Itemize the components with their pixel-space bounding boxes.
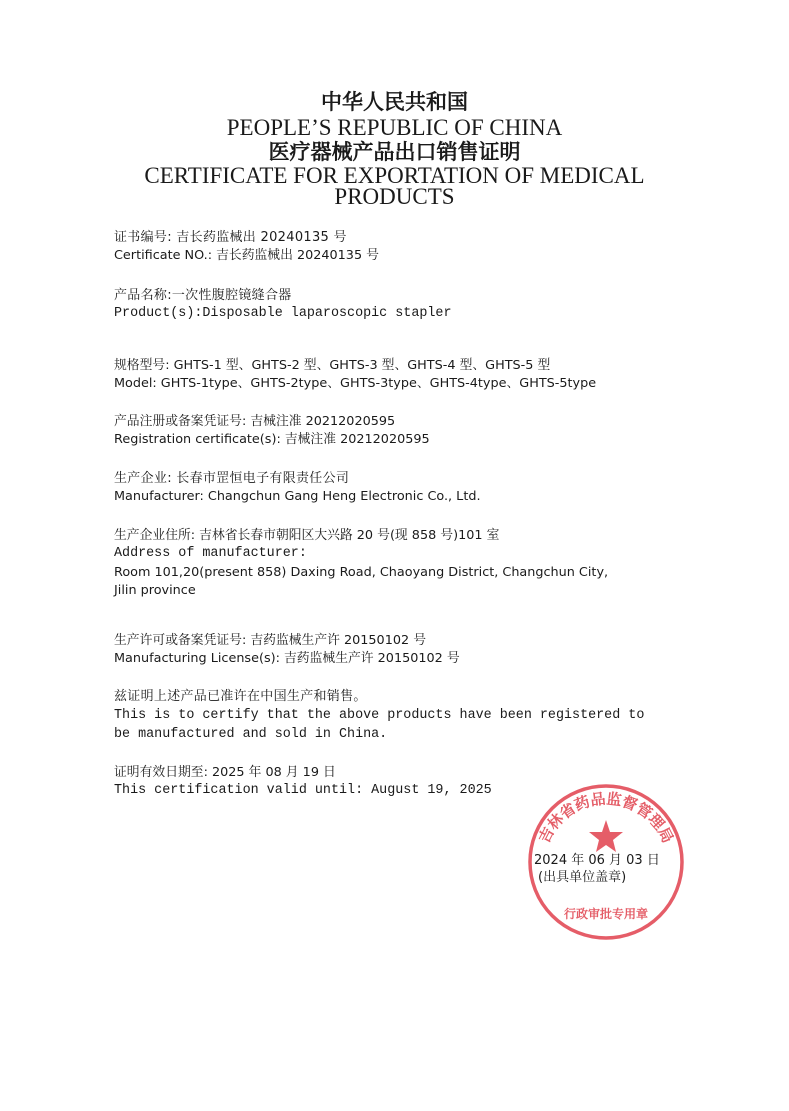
issue-area: [534, 852, 660, 886]
manufacturer-en: Manufacturer: Changchun Gang Heng Electronic Co., Ltd.: [114, 489, 481, 504]
seal-bottom-text: 行政审批专用章: [563, 907, 649, 921]
registration-cn: 产品注册或备案凭证号: 吉械注准 20212020595: [114, 414, 396, 429]
document-title-en-line1: CERTIFICATE FOR EXPORTATION OF MEDICAL: [144, 163, 645, 188]
validity-cn: 证明有效日期至: 2025 年 08 月 19 日: [114, 765, 336, 780]
address-en-line1: Room 101,20(present 858) Daxing Road, Chaoyang District, Changchun City,: [114, 565, 609, 580]
certificate-number-en: Certificate NO.: 吉长药监械出 20240135 号: [114, 248, 379, 263]
country-title-cn: 中华人民共和国: [321, 90, 468, 114]
address-en-label: Address of manufacturer:: [114, 546, 307, 561]
seal-star-icon: [589, 820, 623, 852]
validity-en: This certification valid until: August 19, 2025: [114, 783, 492, 798]
address-cn: 生产企业住所: 吉林省长春市朝阳区大兴路 20 号(现 858 号)101 室: [114, 528, 500, 543]
country-title-en: PEOPLE’S REPUBLIC OF CHINA: [226, 115, 563, 140]
license-cn: 生产许可或备案凭证号: 吉药监械生产许 20150102 号: [114, 633, 426, 648]
product-name-cn: 产品名称:一次性腹腔镜缝合器: [114, 288, 292, 303]
license-en: Manufacturing License(s): 吉药监械生产许 20150102 号: [114, 651, 460, 666]
document-title-cn: 医疗器械产品出口销售证明: [268, 140, 521, 164]
statement-en-line1: This is to certify that the above products have been registered to: [114, 708, 645, 723]
manufacturer-cn: 生产企业: 长春市罡恒电子有限责任公司: [114, 471, 350, 486]
certificate-number-cn: 证书编号: 吉长药监械出 20240135 号: [114, 230, 347, 245]
seal-top-text: 吉林省药品监督管理局: [535, 789, 677, 846]
statement-cn: 兹证明上述产品已准许在中国生产和销售。: [114, 689, 367, 704]
model-en: Model: GHTS-1type、GHTS-2type、GHTS-3type、GHTS-4type、GHTS-5type: [114, 376, 597, 391]
statement-en-line2: be manufactured and sold in China.: [114, 727, 388, 742]
registration-en: Registration certificate(s): 吉械注准 20212020595: [114, 432, 430, 447]
model-cn: 规格型号: GHTS-1 型、GHTS-2 型、GHTS-3 型、GHTS-4 型、GHTS-5 型: [114, 358, 551, 373]
document-title-en-line2: PRODUCTS: [334, 184, 455, 209]
address-en-line2: Jilin province: [114, 583, 196, 598]
issuer-seal-note: (出具单位盖章): [538, 870, 627, 885]
product-name-en: Product(s):Disposable laparoscopic stapler: [114, 306, 452, 321]
issue-date: 2024 年 06 月 03 日: [534, 853, 660, 868]
